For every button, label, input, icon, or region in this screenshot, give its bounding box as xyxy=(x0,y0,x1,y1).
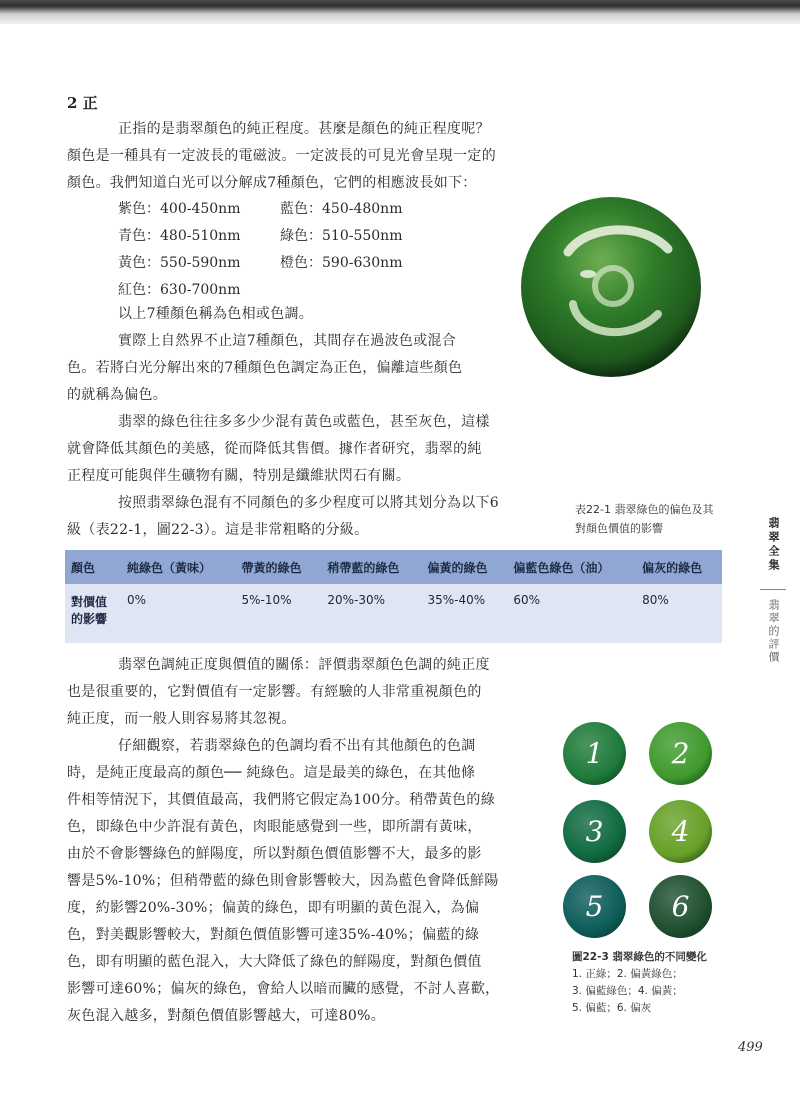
paragraph-line: 就會降低其顏色的美感，從而降低其售價。據作者研究，翡翠的純 xyxy=(67,441,482,457)
paragraph-line: 色，即綠色中少許混有黃色，肉眼能感覺到一些，即所謂有黃味， xyxy=(67,819,482,835)
jade-swatch xyxy=(649,800,712,863)
paragraph-line: 的就稱為偏色。 xyxy=(67,387,168,403)
wavelength-item: 青色：480-510nm xyxy=(118,228,241,244)
wavelength-item: 綠色：510-550nm xyxy=(280,228,403,244)
paragraph-line: 按照翡翠綠色混有不同顏色的多少程度可以將其划分為以下6 xyxy=(118,495,500,511)
paragraph-line: 度，約影響20%-30%；偏黃的綠色，即有明顯的黃色混入，為偏 xyxy=(67,900,480,916)
table-header: 顏色 xyxy=(65,550,121,584)
paragraph-line: 正程度可能與伴生礦物有關，特別是纖維狀閃石有關。 xyxy=(67,468,411,484)
table-header-row xyxy=(65,550,722,584)
section-title: 2 正 xyxy=(67,94,98,112)
jade-swatch xyxy=(563,800,626,863)
caption-title: 圖22-3 翡翠綠色的不同變化 xyxy=(572,951,707,963)
paragraph-line: 實際上自然界不止這7種顏色，其間存在過波色或混合 xyxy=(118,333,457,349)
table-header: 偏藍色綠色（油） xyxy=(507,550,636,584)
wavelength-item: 橙色：590-630nm xyxy=(280,255,403,271)
side-tab-title: 翡翠全集 xyxy=(767,517,780,573)
paragraph-line: 顏色是一種具有一定波長的電磁波。一定波長的可見光會呈現一定的 xyxy=(67,148,496,164)
jade-swatch xyxy=(563,875,626,938)
jade-swatch xyxy=(649,722,712,785)
caption-line: 3. 偏藍綠色；4. 偏黃； xyxy=(572,985,683,997)
wavelength-item: 紅色：630-700nm xyxy=(118,282,241,298)
paragraph-line: 由於不會影響綠色的鮮陽度，所以對顏色價值影響不大，最多的影 xyxy=(67,846,482,862)
table-caption xyxy=(575,500,713,538)
paragraph-line: 色，即有明顯的藍色混入，大大降低了綠色的鮮陽度，對顏色價值 xyxy=(67,954,482,970)
wavelength-item: 藍色：450-480nm xyxy=(280,201,403,217)
table-header: 帶黃的綠色 xyxy=(235,550,321,584)
side-tab-divider xyxy=(760,589,786,590)
paragraph-line: 顏色。我們知道白光可以分解成7種顏色，它們的相應波長如下： xyxy=(67,175,477,191)
paragraph-line: 也是很重要的，它對價值有一定影響。有經驗的人非常重視顏色的 xyxy=(67,684,482,700)
jade-swatch-grid xyxy=(563,722,753,942)
table-cell: 5%-10% xyxy=(235,584,321,643)
paragraph-line: 影響可達60%；偏灰的綠色，會給人以暗而臟的感覺，不討人喜歡， xyxy=(67,981,500,997)
table-header: 純綠色（黃味） xyxy=(121,550,235,584)
table-cell: 35%-40% xyxy=(421,584,507,643)
table-header: 偏灰的綠色 xyxy=(636,550,722,584)
table-header: 偏黃的綠色 xyxy=(421,550,507,584)
paragraph-line: 色，對美觀影響較大，對顏色價值影響可達35%-40%；偏藍的綠 xyxy=(67,927,480,943)
swatch-number: 2 xyxy=(671,737,690,770)
paragraph-line: 色。若將白光分解出來的7種顏色色調定為正色，偏離這些顏色 xyxy=(67,360,463,376)
page-number: 499 xyxy=(738,1040,763,1055)
caption-line: 5. 偏藍；6. 偏灰 xyxy=(572,1002,652,1014)
paragraph-line: 以上7種顏色稱為色相或色調。 xyxy=(118,306,314,322)
table-cell: 20%-30% xyxy=(321,584,421,643)
side-tab xyxy=(753,505,793,666)
paragraph-line: 翡翠的綠色往往多多少少混有黃色或藍色，甚至灰色，這樣 xyxy=(118,414,490,430)
side-tab-subtitle: 翡翠的評價 xyxy=(767,598,780,664)
grade-table xyxy=(65,550,722,643)
table-row xyxy=(65,584,722,643)
paragraph-line: 純正度，而一般人則容易將其忽視。 xyxy=(67,711,296,727)
jade-ball-image xyxy=(518,194,705,381)
paragraph-line: 仔細觀察，若翡翠綠色的色調均看不出有其他顏色的色調 xyxy=(118,738,476,754)
paragraph-line: 灰色混入越多，對顏色價值影響越大，可達80%。 xyxy=(67,1008,386,1024)
caption-line: 對顏色價值的影響 xyxy=(575,522,663,535)
wavelength-item: 紫色：400-450nm xyxy=(118,201,241,217)
wavelength-item: 黃色：550-590nm xyxy=(118,255,241,271)
caption-line: 表22-1 翡翠綠色的偏色及其 xyxy=(575,503,714,516)
paragraph-line: 時，是純正度最高的顏色── 純綠色。這是最美的綠色，在其他條 xyxy=(67,765,476,781)
figure-caption xyxy=(572,949,707,1017)
swatch-number: 6 xyxy=(671,890,690,923)
row-label: 對價值的影響 xyxy=(65,584,121,643)
table-cell: 0% xyxy=(121,584,235,643)
paragraph-line: 翡翠色調純正度與價值的關係：評價翡翠顏色色調的純正度 xyxy=(118,657,490,673)
swatch-number: 4 xyxy=(671,815,690,848)
table-header: 稍帶藍的綠色 xyxy=(321,550,421,584)
paragraph-line: 正指的是翡翠顏色的純正程度。甚麼是顏色的純正程度呢？ xyxy=(118,121,490,137)
swatch-number: 1 xyxy=(585,737,604,770)
swatch-number: 5 xyxy=(585,890,604,923)
paragraph-line: 級（表22-1，圖22-3）。這是非常粗略的分級。 xyxy=(67,522,369,538)
jade-swatch xyxy=(563,722,626,785)
swatch-number: 3 xyxy=(585,815,604,848)
caption-line: 1. 正綠；2. 偏黃綠色； xyxy=(572,968,683,980)
paragraph-line: 響是5%-10%；但稍帶藍的綠色則會影響較大，因為藍色會降低鮮陽 xyxy=(67,873,499,889)
jade-swatch xyxy=(649,875,712,938)
table-cell: 80% xyxy=(636,584,722,643)
paragraph-line: 件相等情況下，其價值最高，我們將它假定為100分。稍帶黃色的綠 xyxy=(67,792,496,808)
table-cell: 60% xyxy=(507,584,636,643)
scan-top-edge xyxy=(0,0,800,24)
